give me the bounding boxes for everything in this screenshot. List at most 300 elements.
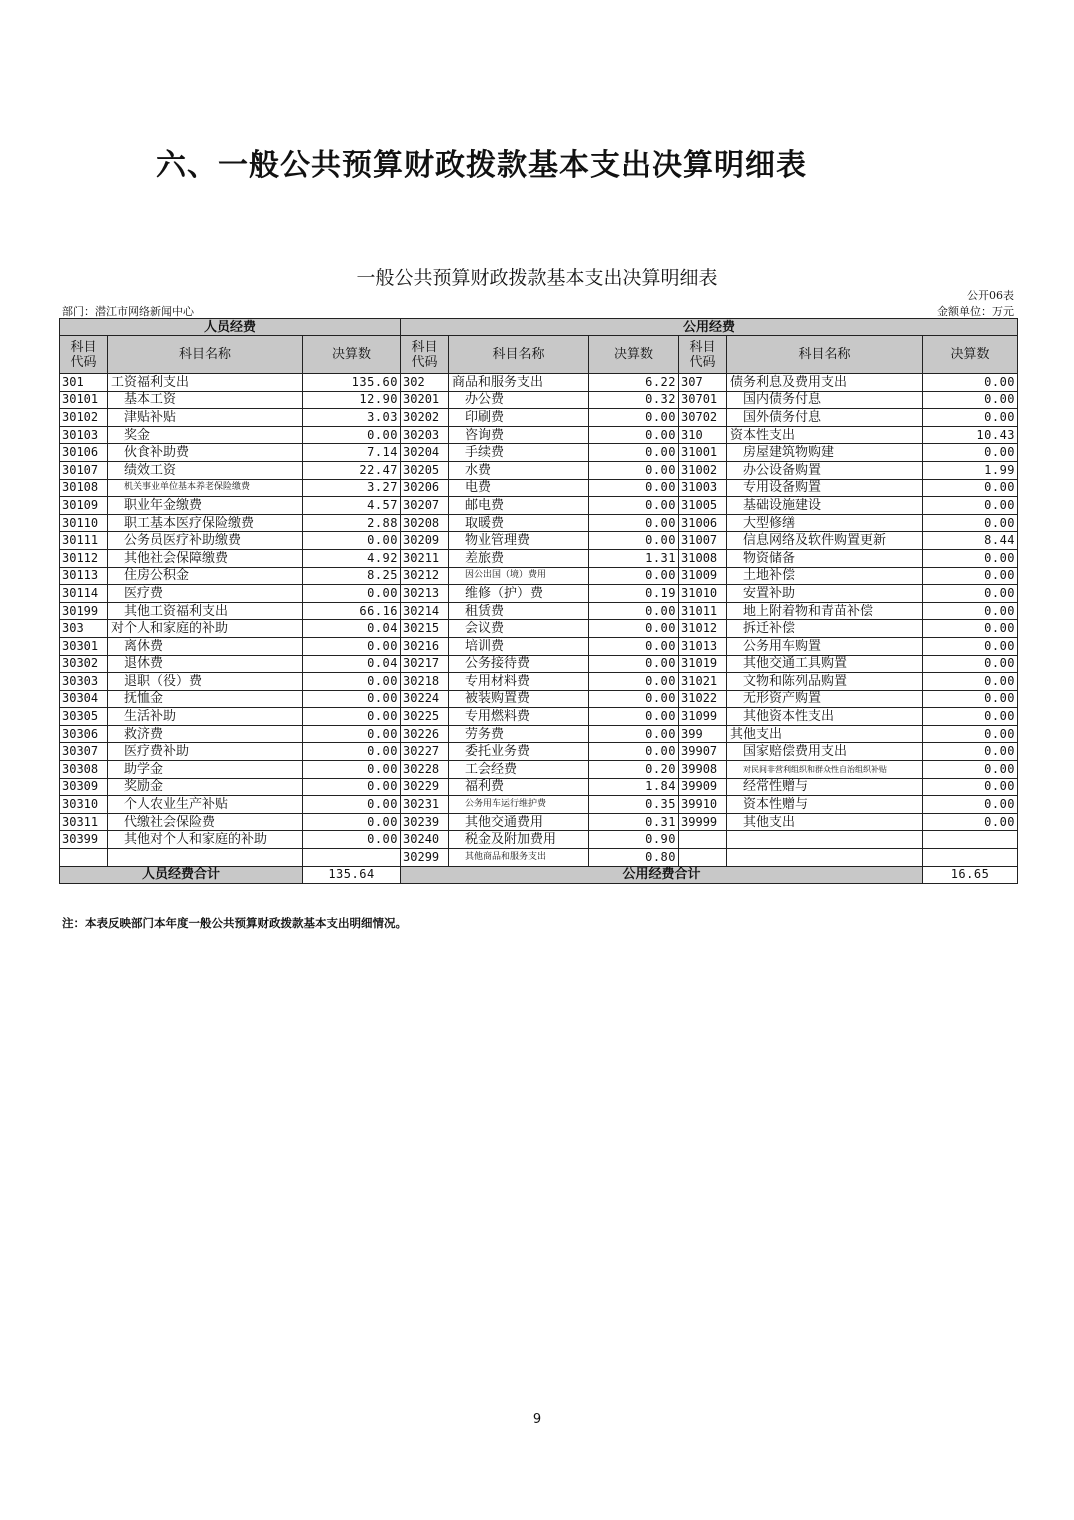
table-row — [60, 585, 1018, 603]
header-amount: 决算数 — [589, 336, 679, 374]
amount-cell: 0.04 — [303, 655, 401, 673]
amount-cell: 135.60 — [303, 374, 401, 392]
column-header-row — [60, 336, 1018, 374]
name-cell: 其他资本性支出 — [727, 708, 923, 726]
code-cell: 30311 — [60, 813, 108, 831]
code-cell — [679, 831, 727, 849]
name-cell: 退职（役）费 — [108, 673, 303, 691]
amount-cell: 0.00 — [303, 426, 401, 444]
code-cell: 30213 — [401, 585, 449, 603]
name-cell: 物业管理费 — [449, 532, 589, 550]
code-cell: 39907 — [679, 743, 727, 761]
amount-cell: 0.00 — [303, 725, 401, 743]
code-cell: 30310 — [60, 796, 108, 814]
table-row — [60, 796, 1018, 814]
code-cell: 30101 — [60, 391, 108, 409]
code-cell: 31007 — [679, 532, 727, 550]
totals-row — [60, 866, 1018, 884]
code-cell: 39908 — [679, 761, 727, 779]
code-cell: 31011 — [679, 602, 727, 620]
name-cell: 资本性支出 — [727, 426, 923, 444]
amount-cell: 0.00 — [589, 690, 679, 708]
table-row — [60, 567, 1018, 585]
amount-cell: 0.31 — [589, 813, 679, 831]
name-cell: 离休费 — [108, 637, 303, 655]
code-cell: 30103 — [60, 426, 108, 444]
code-cell: 30226 — [401, 725, 449, 743]
code-cell: 30702 — [679, 409, 727, 427]
name-cell: 住房公积金 — [108, 567, 303, 585]
name-cell: 信息网络及软件购置更新 — [727, 532, 923, 550]
code-cell: 30199 — [60, 602, 108, 620]
code-cell: 30227 — [401, 743, 449, 761]
name-cell: 专用材料费 — [449, 673, 589, 691]
name-cell: 工会经费 — [449, 761, 589, 779]
amount-cell: 0.00 — [923, 374, 1018, 392]
header-name: 科目名称 — [108, 336, 303, 374]
code-cell: 30113 — [60, 567, 108, 585]
code-cell: 301 — [60, 374, 108, 392]
amount-cell: 0.00 — [589, 426, 679, 444]
amount-cell — [923, 831, 1018, 849]
header-amount: 决算数 — [303, 336, 401, 374]
name-cell: 救济费 — [108, 725, 303, 743]
name-cell: 地上附着物和青苗补偿 — [727, 602, 923, 620]
code-cell: 30231 — [401, 796, 449, 814]
name-cell: 其他社会保障缴费 — [108, 549, 303, 567]
amount-cell: 1.31 — [589, 549, 679, 567]
amount-cell: 0.04 — [303, 620, 401, 638]
amount-cell: 0.00 — [923, 637, 1018, 655]
amount-cell: 0.00 — [589, 708, 679, 726]
name-cell: 奖励金 — [108, 778, 303, 796]
amount-cell: 22.47 — [303, 461, 401, 479]
amount-cell: 8.25 — [303, 567, 401, 585]
amount-cell: 0.00 — [923, 620, 1018, 638]
amount-cell: 0.00 — [589, 602, 679, 620]
page-number: 9 — [532, 1412, 542, 1427]
code-cell: 31010 — [679, 585, 727, 603]
amount-cell: 0.00 — [923, 708, 1018, 726]
amount-cell: 0.00 — [303, 831, 401, 849]
code-cell: 30228 — [401, 761, 449, 779]
amount-cell: 0.00 — [923, 673, 1018, 691]
amount-cell: 0.00 — [923, 497, 1018, 515]
unit-label: 金额单位：万元 — [937, 305, 1014, 318]
name-cell: 医疗费补助 — [108, 743, 303, 761]
code-cell: 30212 — [401, 567, 449, 585]
amount-cell: 0.00 — [923, 796, 1018, 814]
name-cell: 职工基本医疗保险缴费 — [108, 514, 303, 532]
code-cell: 30204 — [401, 444, 449, 462]
amount-cell: 0.00 — [923, 391, 1018, 409]
code-cell: 31012 — [679, 620, 727, 638]
amount-cell: 0.00 — [589, 673, 679, 691]
code-cell: 30305 — [60, 708, 108, 726]
table-row — [60, 391, 1018, 409]
amount-cell: 0.35 — [589, 796, 679, 814]
name-cell: 维修（护）费 — [449, 585, 589, 603]
name-cell — [108, 849, 303, 867]
code-cell: 39910 — [679, 796, 727, 814]
name-cell: 公务员医疗补助缴费 — [108, 532, 303, 550]
name-cell: 专用燃料费 — [449, 708, 589, 726]
code-cell: 30206 — [401, 479, 449, 497]
name-cell: 被装购置费 — [449, 690, 589, 708]
name-cell: 其他工资福利支出 — [108, 602, 303, 620]
amount-cell: 1.99 — [923, 461, 1018, 479]
name-cell — [727, 831, 923, 849]
code-cell: 30304 — [60, 690, 108, 708]
amount-cell: 0.00 — [923, 514, 1018, 532]
code-cell: 31003 — [679, 479, 727, 497]
code-cell: 30224 — [401, 690, 449, 708]
amount-cell: 1.84 — [589, 778, 679, 796]
amount-cell: 0.00 — [303, 708, 401, 726]
name-cell: 国家赔偿费用支出 — [727, 743, 923, 761]
code-cell: 31009 — [679, 567, 727, 585]
code-cell: 399 — [679, 725, 727, 743]
group-personnel: 人员经费 — [60, 319, 401, 336]
amount-cell: 0.00 — [303, 796, 401, 814]
table-row — [60, 426, 1018, 444]
amount-cell: 0.00 — [303, 813, 401, 831]
code-cell: 30106 — [60, 444, 108, 462]
name-cell: 专用设备购置 — [727, 479, 923, 497]
header-code-text: 科目代码 — [411, 339, 438, 370]
amount-cell: 0.00 — [303, 532, 401, 550]
amount-cell: 0.00 — [303, 690, 401, 708]
code-cell: 30208 — [401, 514, 449, 532]
amount-cell: 0.00 — [589, 725, 679, 743]
code-cell: 30225 — [401, 708, 449, 726]
name-cell: 基本工资 — [108, 391, 303, 409]
amount-cell: 0.00 — [303, 778, 401, 796]
name-cell: 劳务费 — [449, 725, 589, 743]
code-cell: 31013 — [679, 637, 727, 655]
name-cell: 助学金 — [108, 761, 303, 779]
code-cell: 31099 — [679, 708, 727, 726]
table-row — [60, 831, 1018, 849]
personnel-total-value: 135.64 — [303, 866, 401, 884]
code-cell: 30217 — [401, 655, 449, 673]
table-row — [60, 444, 1018, 462]
code-cell: 30205 — [401, 461, 449, 479]
code-cell: 30202 — [401, 409, 449, 427]
code-cell: 30114 — [60, 585, 108, 603]
code-cell: 303 — [60, 620, 108, 638]
table-row — [60, 761, 1018, 779]
table-row — [60, 849, 1018, 867]
amount-cell: 0.00 — [589, 409, 679, 427]
name-cell: 大型修缮 — [727, 514, 923, 532]
group-public: 公用经费 — [401, 319, 1018, 336]
code-cell: 30307 — [60, 743, 108, 761]
department-label: 部门：潜江市网络新闻中心 — [62, 305, 194, 318]
amount-cell: 0.00 — [589, 655, 679, 673]
amount-cell: 0.00 — [589, 637, 679, 655]
amount-cell: 10.43 — [923, 426, 1018, 444]
form-number: 公开06表 — [967, 289, 1014, 302]
name-cell: 其他支出 — [727, 813, 923, 831]
name-cell: 对个人和家庭的补助 — [108, 620, 303, 638]
amount-cell: 0.00 — [923, 813, 1018, 831]
amount-cell: 0.00 — [923, 761, 1018, 779]
amount-cell: 8.44 — [923, 532, 1018, 550]
amount-cell: 0.00 — [923, 690, 1018, 708]
name-cell: 机关事业单位基本养老保险缴费 — [108, 479, 303, 497]
code-cell: 30111 — [60, 532, 108, 550]
amount-cell: 0.00 — [589, 461, 679, 479]
amount-cell: 12.90 — [303, 391, 401, 409]
amount-cell — [303, 849, 401, 867]
table-row — [60, 514, 1018, 532]
table-row — [60, 743, 1018, 761]
code-cell: 30112 — [60, 549, 108, 567]
amount-cell: 0.00 — [589, 479, 679, 497]
table-row — [60, 673, 1018, 691]
code-cell: 39909 — [679, 778, 727, 796]
name-cell: 工资福利支出 — [108, 374, 303, 392]
name-cell: 其他支出 — [727, 725, 923, 743]
code-cell: 30216 — [401, 637, 449, 655]
table-row — [60, 602, 1018, 620]
name-cell: 代缴社会保险费 — [108, 813, 303, 831]
code-cell: 31002 — [679, 461, 727, 479]
name-cell: 基础设施建设 — [727, 497, 923, 515]
code-cell: 31008 — [679, 549, 727, 567]
name-cell: 电费 — [449, 479, 589, 497]
name-cell: 其他商品和服务支出 — [449, 849, 589, 867]
header-amount: 决算数 — [923, 336, 1018, 374]
name-cell: 邮电费 — [449, 497, 589, 515]
code-cell: 30211 — [401, 549, 449, 567]
amount-cell: 0.00 — [589, 532, 679, 550]
amount-cell: 0.00 — [923, 409, 1018, 427]
table-row — [60, 497, 1018, 515]
name-cell: 福利费 — [449, 778, 589, 796]
amount-cell: 0.00 — [923, 549, 1018, 567]
name-cell: 会议费 — [449, 620, 589, 638]
code-cell: 31006 — [679, 514, 727, 532]
page-title: 六、一般公共预算财政拨款基本支出决算明细表 — [156, 148, 807, 183]
public-total-label: 公用经费合计 — [401, 866, 923, 884]
code-cell: 30109 — [60, 497, 108, 515]
public-total-value: 16.65 — [923, 866, 1018, 884]
amount-cell: 2.88 — [303, 514, 401, 532]
code-cell: 31019 — [679, 655, 727, 673]
expenditure-table — [59, 318, 1018, 884]
name-cell: 其他对个人和家庭的补助 — [108, 831, 303, 849]
table-row — [60, 708, 1018, 726]
name-cell: 办公费 — [449, 391, 589, 409]
header-name: 科目名称 — [449, 336, 589, 374]
table-row — [60, 725, 1018, 743]
name-cell: 个人农业生产补贴 — [108, 796, 303, 814]
amount-cell: 6.22 — [589, 374, 679, 392]
footnote: 注：本表反映部门本年度一般公共预算财政拨款基本支出明细情况。 — [62, 916, 407, 930]
name-cell: 对民间非营利组织和群众性自治组织补贴 — [727, 761, 923, 779]
code-cell: 30701 — [679, 391, 727, 409]
amount-cell: 4.92 — [303, 549, 401, 567]
code-cell — [60, 849, 108, 867]
code-cell: 30240 — [401, 831, 449, 849]
name-cell: 资本性赠与 — [727, 796, 923, 814]
amount-cell: 0.00 — [923, 725, 1018, 743]
code-cell: 30303 — [60, 673, 108, 691]
code-cell: 31001 — [679, 444, 727, 462]
header-name: 科目名称 — [727, 336, 923, 374]
name-cell: 生活补助 — [108, 708, 303, 726]
header-code-text: 科目代码 — [70, 339, 97, 370]
code-cell — [679, 849, 727, 867]
name-cell: 抚恤金 — [108, 690, 303, 708]
table-row — [60, 479, 1018, 497]
amount-cell: 0.00 — [923, 743, 1018, 761]
name-cell: 因公出国（境）费用 — [449, 567, 589, 585]
name-cell: 手续费 — [449, 444, 589, 462]
name-cell: 公务用车购置 — [727, 637, 923, 655]
amount-cell: 0.00 — [589, 444, 679, 462]
amount-cell: 0.00 — [303, 743, 401, 761]
header-code — [679, 336, 727, 374]
amount-cell: 0.00 — [923, 567, 1018, 585]
name-cell: 医疗费 — [108, 585, 303, 603]
name-cell: 国内债务付息 — [727, 391, 923, 409]
code-cell: 30399 — [60, 831, 108, 849]
code-cell: 30110 — [60, 514, 108, 532]
code-cell: 307 — [679, 374, 727, 392]
name-cell: 咨询费 — [449, 426, 589, 444]
code-cell: 39999 — [679, 813, 727, 831]
name-cell: 无形资产购置 — [727, 690, 923, 708]
amount-cell: 4.57 — [303, 497, 401, 515]
code-cell: 30299 — [401, 849, 449, 867]
code-cell: 310 — [679, 426, 727, 444]
amount-cell: 0.00 — [303, 585, 401, 603]
code-cell: 30309 — [60, 778, 108, 796]
code-cell: 30102 — [60, 409, 108, 427]
name-cell: 差旅费 — [449, 549, 589, 567]
amount-cell — [923, 849, 1018, 867]
name-cell: 职业年金缴费 — [108, 497, 303, 515]
amount-cell: 0.00 — [589, 497, 679, 515]
name-cell — [727, 849, 923, 867]
table-row — [60, 620, 1018, 638]
header-code-text: 科目代码 — [689, 339, 716, 370]
table-title: 一般公共预算财政拨款基本支出决算明细表 — [356, 267, 718, 289]
code-cell: 30209 — [401, 532, 449, 550]
code-cell: 30308 — [60, 761, 108, 779]
code-cell: 30302 — [60, 655, 108, 673]
amount-cell: 7.14 — [303, 444, 401, 462]
table-row — [60, 778, 1018, 796]
code-cell: 30207 — [401, 497, 449, 515]
amount-cell: 0.00 — [589, 514, 679, 532]
amount-cell: 66.16 — [303, 602, 401, 620]
code-cell: 30201 — [401, 391, 449, 409]
amount-cell: 0.00 — [923, 602, 1018, 620]
name-cell: 绩效工资 — [108, 461, 303, 479]
table-row — [60, 461, 1018, 479]
name-cell: 印刷费 — [449, 409, 589, 427]
amount-cell: 0.32 — [589, 391, 679, 409]
amount-cell: 0.00 — [923, 655, 1018, 673]
table-row — [60, 409, 1018, 427]
code-cell: 30107 — [60, 461, 108, 479]
name-cell: 培训费 — [449, 637, 589, 655]
name-cell: 拆迁补偿 — [727, 620, 923, 638]
name-cell: 办公设备购置 — [727, 461, 923, 479]
table-row — [60, 813, 1018, 831]
name-cell: 津贴补贴 — [108, 409, 303, 427]
name-cell: 经常性赠与 — [727, 778, 923, 796]
name-cell: 国外债务付息 — [727, 409, 923, 427]
table-row — [60, 374, 1018, 392]
name-cell: 公务用车运行维护费 — [449, 796, 589, 814]
code-cell: 31022 — [679, 690, 727, 708]
code-cell: 30301 — [60, 637, 108, 655]
amount-cell: 3.27 — [303, 479, 401, 497]
code-cell: 30108 — [60, 479, 108, 497]
name-cell: 房屋建筑物购建 — [727, 444, 923, 462]
name-cell: 税金及附加费用 — [449, 831, 589, 849]
amount-cell: 0.00 — [589, 743, 679, 761]
code-cell: 31021 — [679, 673, 727, 691]
name-cell: 奖金 — [108, 426, 303, 444]
name-cell: 债务利息及费用支出 — [727, 374, 923, 392]
table-row — [60, 690, 1018, 708]
amount-cell: 0.00 — [923, 585, 1018, 603]
name-cell: 取暖费 — [449, 514, 589, 532]
code-cell: 30215 — [401, 620, 449, 638]
name-cell: 土地补偿 — [727, 567, 923, 585]
header-code — [401, 336, 449, 374]
amount-cell: 0.19 — [589, 585, 679, 603]
name-cell: 租赁费 — [449, 602, 589, 620]
amount-cell: 0.00 — [589, 620, 679, 638]
table-row — [60, 532, 1018, 550]
amount-cell: 0.90 — [589, 831, 679, 849]
amount-cell: 0.00 — [923, 444, 1018, 462]
table-row — [60, 637, 1018, 655]
code-cell: 30214 — [401, 602, 449, 620]
personnel-total-label: 人员经费合计 — [60, 866, 303, 884]
amount-cell: 0.00 — [303, 637, 401, 655]
amount-cell: 0.00 — [303, 673, 401, 691]
name-cell: 公务接待费 — [449, 655, 589, 673]
code-cell: 31005 — [679, 497, 727, 515]
code-cell: 30229 — [401, 778, 449, 796]
amount-cell: 0.00 — [303, 761, 401, 779]
table-row — [60, 655, 1018, 673]
amount-cell: 0.00 — [589, 567, 679, 585]
amount-cell: 0.80 — [589, 849, 679, 867]
name-cell: 水费 — [449, 461, 589, 479]
name-cell: 伙食补助费 — [108, 444, 303, 462]
name-cell: 委托业务费 — [449, 743, 589, 761]
name-cell: 文物和陈列品购置 — [727, 673, 923, 691]
name-cell: 其他交通费用 — [449, 813, 589, 831]
amount-cell: 3.03 — [303, 409, 401, 427]
name-cell: 物资储备 — [727, 549, 923, 567]
name-cell: 安置补助 — [727, 585, 923, 603]
group-header-row — [60, 319, 1018, 336]
name-cell: 商品和服务支出 — [449, 374, 589, 392]
name-cell: 其他交通工具购置 — [727, 655, 923, 673]
amount-cell: 0.00 — [923, 778, 1018, 796]
amount-cell: 0.20 — [589, 761, 679, 779]
